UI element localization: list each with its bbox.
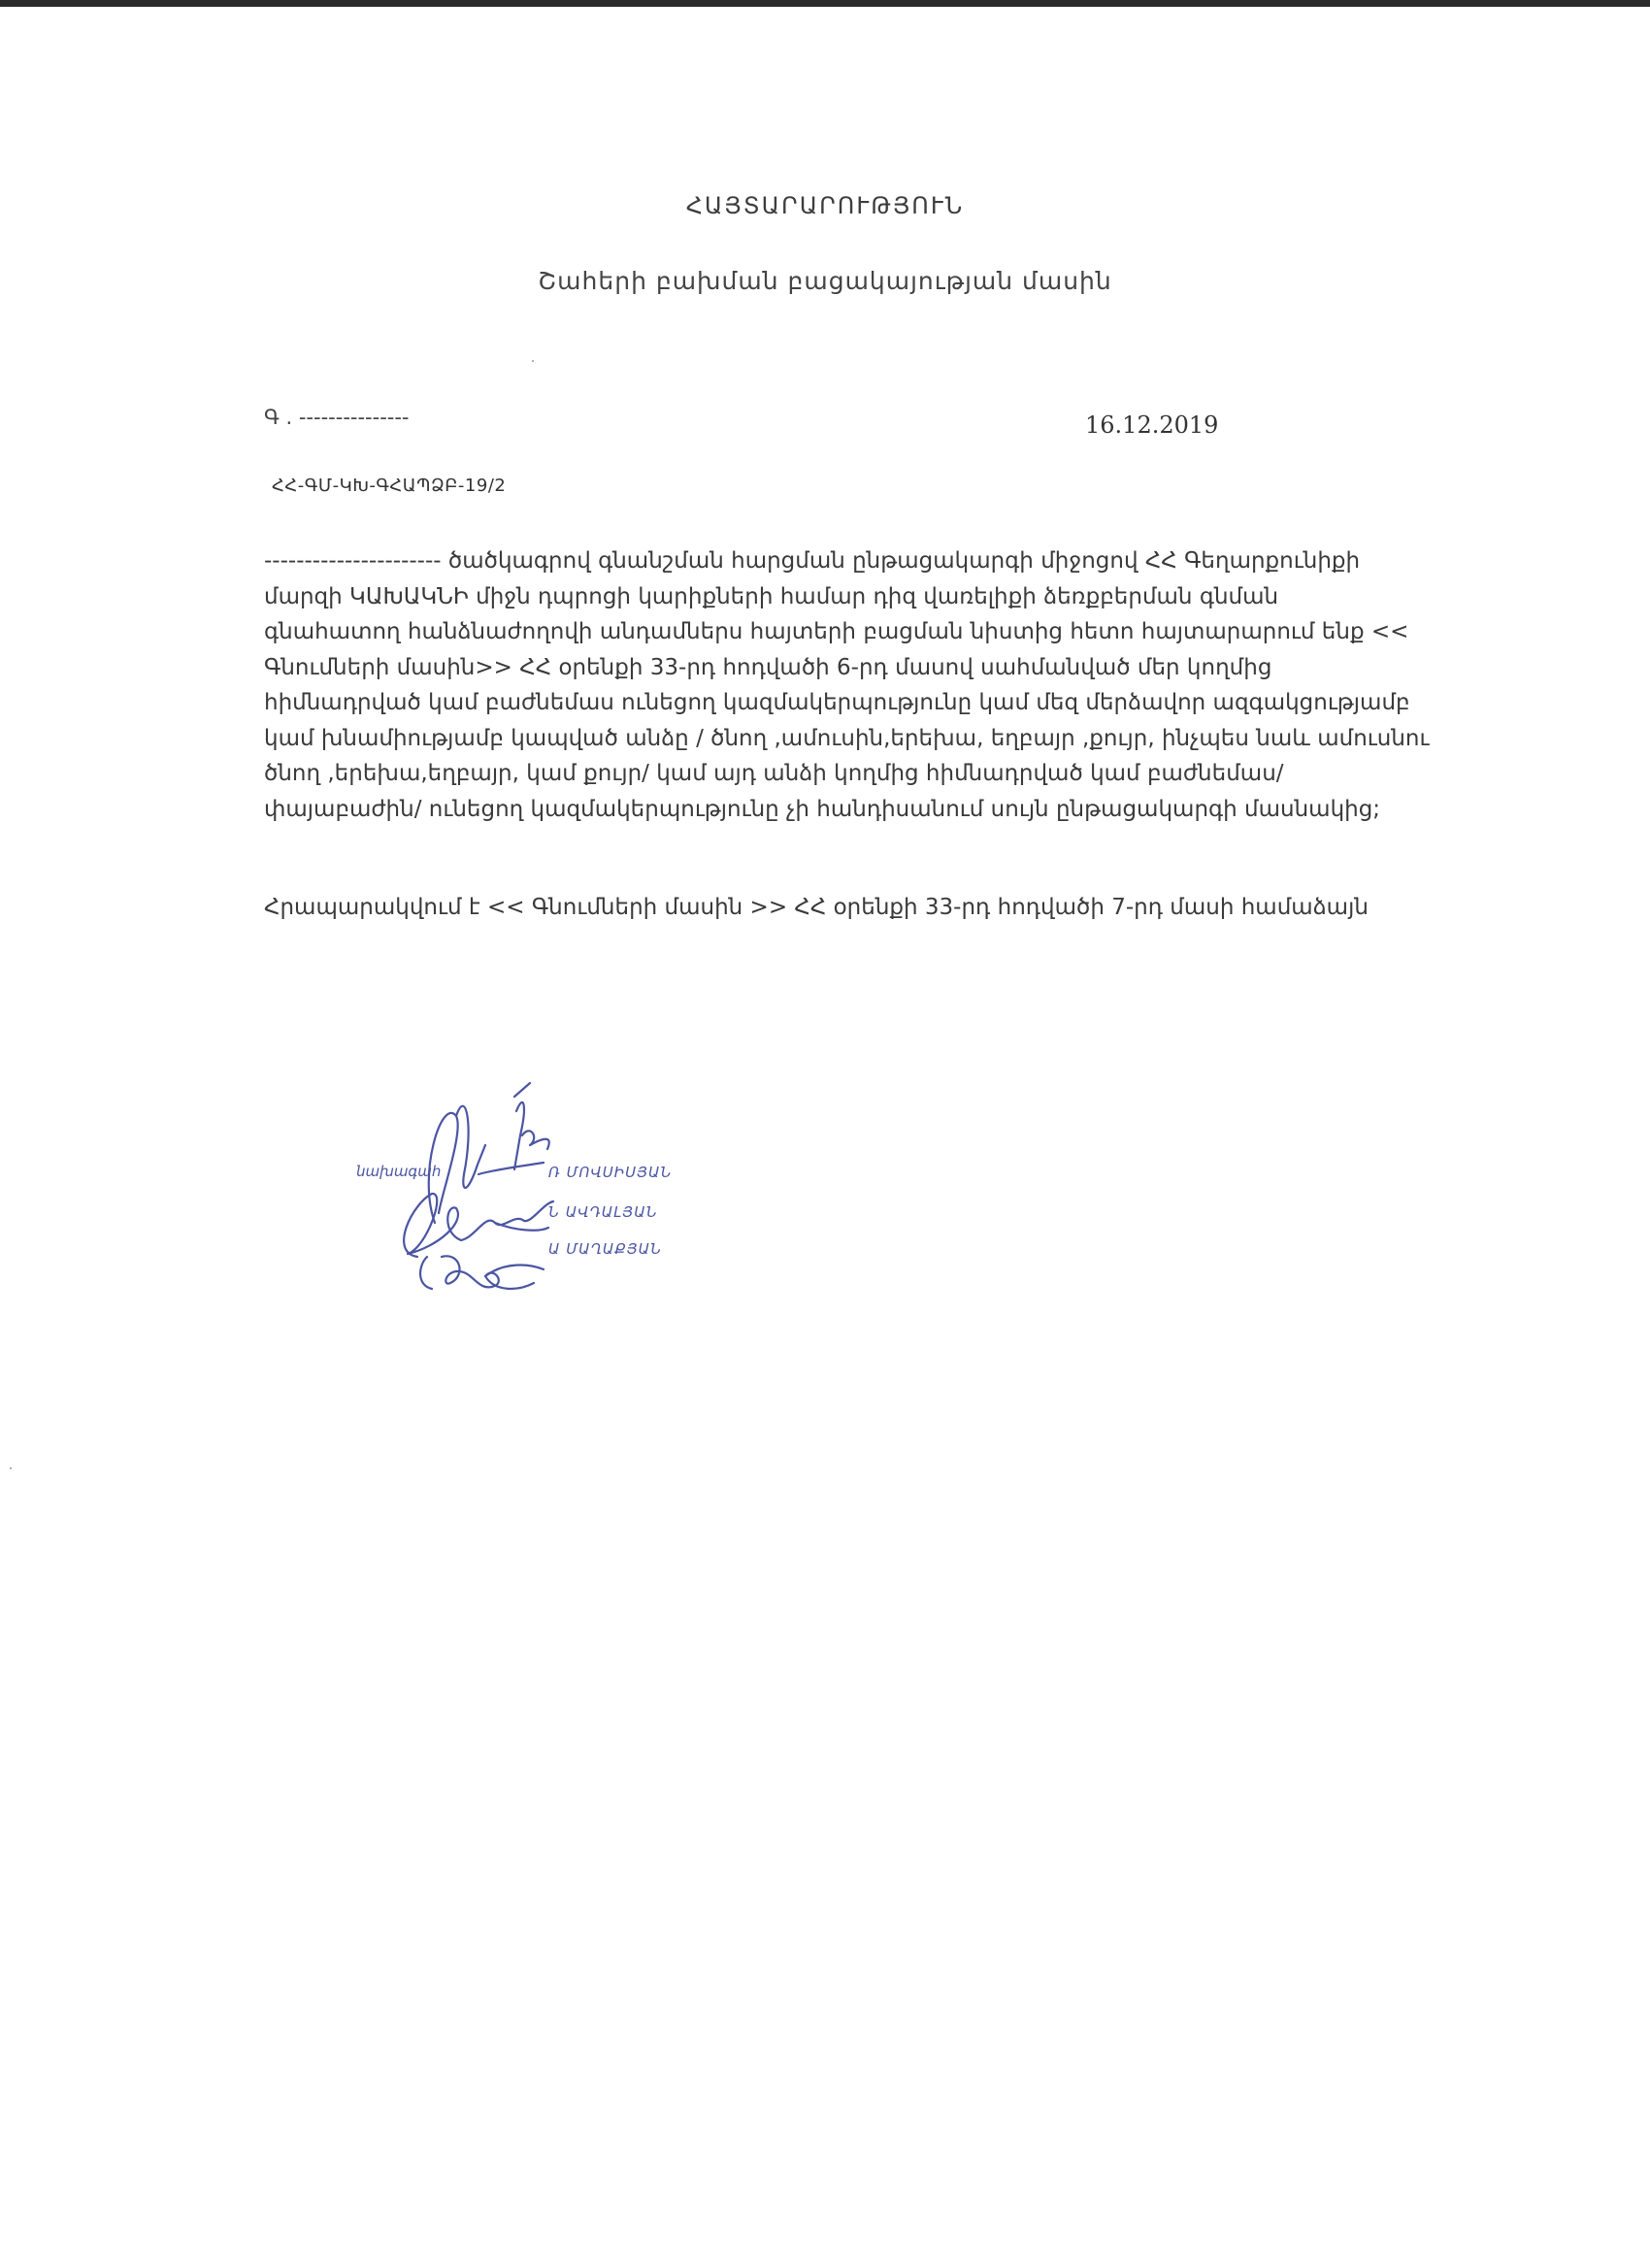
signature-stroke	[514, 1083, 530, 1169]
body-line: ծնող ,երեխա,եղբայր, կամ քույր/ կամ այդ անձի կողմից հիմնադրված կամ բաժնեմաս/	[264, 761, 1284, 786]
scan-speck	[532, 360, 534, 362]
city-line: Գ . ---------------	[264, 406, 410, 429]
scan-top-edge	[0, 0, 1650, 7]
publish-line: Հրապարակվում է << Գնումների մասին >> ՀՀ օրենքի 33-րդ հոդվածի 7-րդ մասի համաձայն	[264, 895, 1369, 920]
document-subtitle: Շահերի բախման բացակայության մասին	[538, 267, 1112, 295]
body-line: մարզի ԿԱԽԱԿՆԻ միջն դպրոցի կարիքների համար դիզ վառելիքի ձեռքբերման գնման	[264, 583, 1279, 609]
body-paragraph	[264, 543, 1469, 827]
body-line: Գնումների մասին>> ՀՀ օրենքի 33-րդ հոդվածի 6-րդ մասով սահմանված մեր կողմից	[264, 654, 1272, 680]
body-line: կամ խնամիությամբ կապված անձը / ծնող ,ամուսին,երեխա, եղբայր ,քույր, ինչպես նաև ամուսնու	[264, 725, 1430, 751]
signature-stroke	[522, 1131, 549, 1149]
handwritten-signatures	[349, 1077, 757, 1300]
document-date: 16.12.2019	[1085, 411, 1219, 439]
signature-block	[349, 1077, 757, 1300]
document-code: ՀՀ-ԳՄ-ԿԽ-ԳՀԱՊՁԲ-19/2	[272, 476, 507, 496]
signatory-name: Ռ ՄՈՎՍԻՍՅԱՆ	[548, 1164, 673, 1181]
body-line: գնահատող հանձնաժողովի անդամներս հայտերի բացման նիստից հետո հայտարարում ենք <<	[264, 619, 1409, 644]
body-line: փայաբաժին/ ունեցող կազմակերպությունը չի հանդիսանում սույն ընթացակարգի մասնակից;	[264, 796, 1381, 822]
signature-stroke	[420, 1256, 534, 1289]
signatory-name: Ն ԱՎԴԱԼՅԱՆ	[548, 1203, 658, 1221]
body-line: ---------------------- ծածկագրով գնանշման հարցման ընթացակարգի միջոցով ՀՀ Գեղարքունիքի	[264, 548, 1361, 574]
signature-stroke	[478, 1163, 544, 1174]
scan-speck	[10, 1467, 12, 1469]
signature-role-label: նախագահ	[356, 1163, 442, 1180]
document-title: ՀԱՅՏԱՐԱՐՈՒԹՅՈՒՆ	[685, 192, 965, 219]
signatory-name: Ա ՄԱՂԱՔՅԱՆ	[548, 1240, 663, 1258]
body-line: հիմնադրված կամ բաժնեմաս ունեցող կազմակերպությունը կամ մեզ մերձավոր ազգակցությամբ	[264, 690, 1410, 715]
signature-stroke	[404, 1194, 553, 1257]
